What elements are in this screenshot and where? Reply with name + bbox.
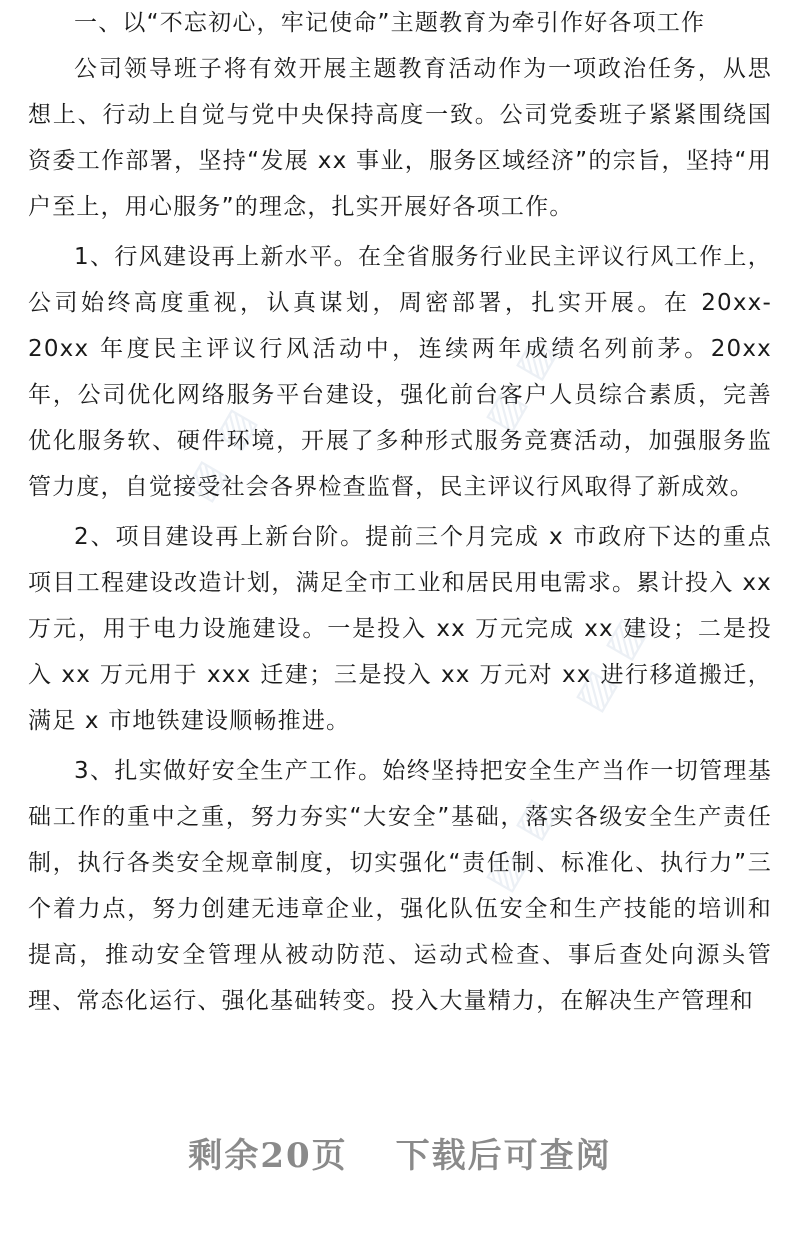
watermark: ▨ ▨ (175, 397, 267, 509)
paragraph: 3、扎实做好安全生产工作。始终坚持把安全生产当作一切管理基础工作的重中之重，努力夯实“大安全”基础，落实各级安全生产责任制，执行各类安全规章制度，切实强化“责任制、标准化、执行力”三个着力点，努力创建无违章企业，强化队伍安全和生产技能的培训和提高，推动安全管理从被动防范、运动式检查、事后查处向源头管理、常态化运行、强化基础转变。投入大量精力，在解决生产管理和 (28, 758, 772, 1014)
download-prompt[interactable] (0, 1128, 800, 1177)
paragraph: 1、行风建设再上新水平。在全省服务行业民主评议行风工作上，公司始终高度重视，认真谋划，周密部署，扎实开展。在 20xx-20xx 年度民主评议行风活动中，连续两年成绩名列前茅。20xx 年，公司优化网络服务平台建设，强化前台客户人员综合素质，完善优化服务软、硬件环境，开展了多种形式服务竞赛活动，加强服务监管力度，自觉接受社会各界检查监督，民主评议行风取得了新成效。 (28, 244, 772, 500)
paragraph: 公司领导班子将有效开展主题教育活动作为一项政治任务，从思想上、行动上自觉与党中央保持高度一致。公司党委班子紧紧围绕国资委工作部署，坚持“发展 xx 事业，服务区域经济”的宗旨，坚持“用户至上，用心服务”的理念，扎实开展好各项工作。 (28, 56, 772, 220)
remaining-pages-label: 剩余20页 (188, 1136, 348, 1176)
section-heading: 一、以“不忘初心，牢记使命”主题教育为牵引作好各项工作 (74, 10, 706, 36)
paragraph: 2、项目建设再上新台阶。提前三个月完成 x 市政府下达的重点项目工程建设改造计划，满足全市工业和居民用电需求。累计投入 xx 万元，用于电力设施建设。一是投入 xx 万元完成 xx 建设；二是投入 xx 万元用于 xxx 迁建；三是投入 xx 万元对 xx 进行移道搬迁，满足 x 市地铁建设顺畅推进。 (28, 524, 772, 734)
document-body (28, 0, 772, 1024)
watermark: ▨ ▨ (565, 607, 657, 719)
download-hint-label: 下载后可查阅 (395, 1136, 612, 1176)
watermark: ▨ ▨ (475, 327, 567, 439)
watermark: ▨ ▨ (475, 787, 567, 899)
